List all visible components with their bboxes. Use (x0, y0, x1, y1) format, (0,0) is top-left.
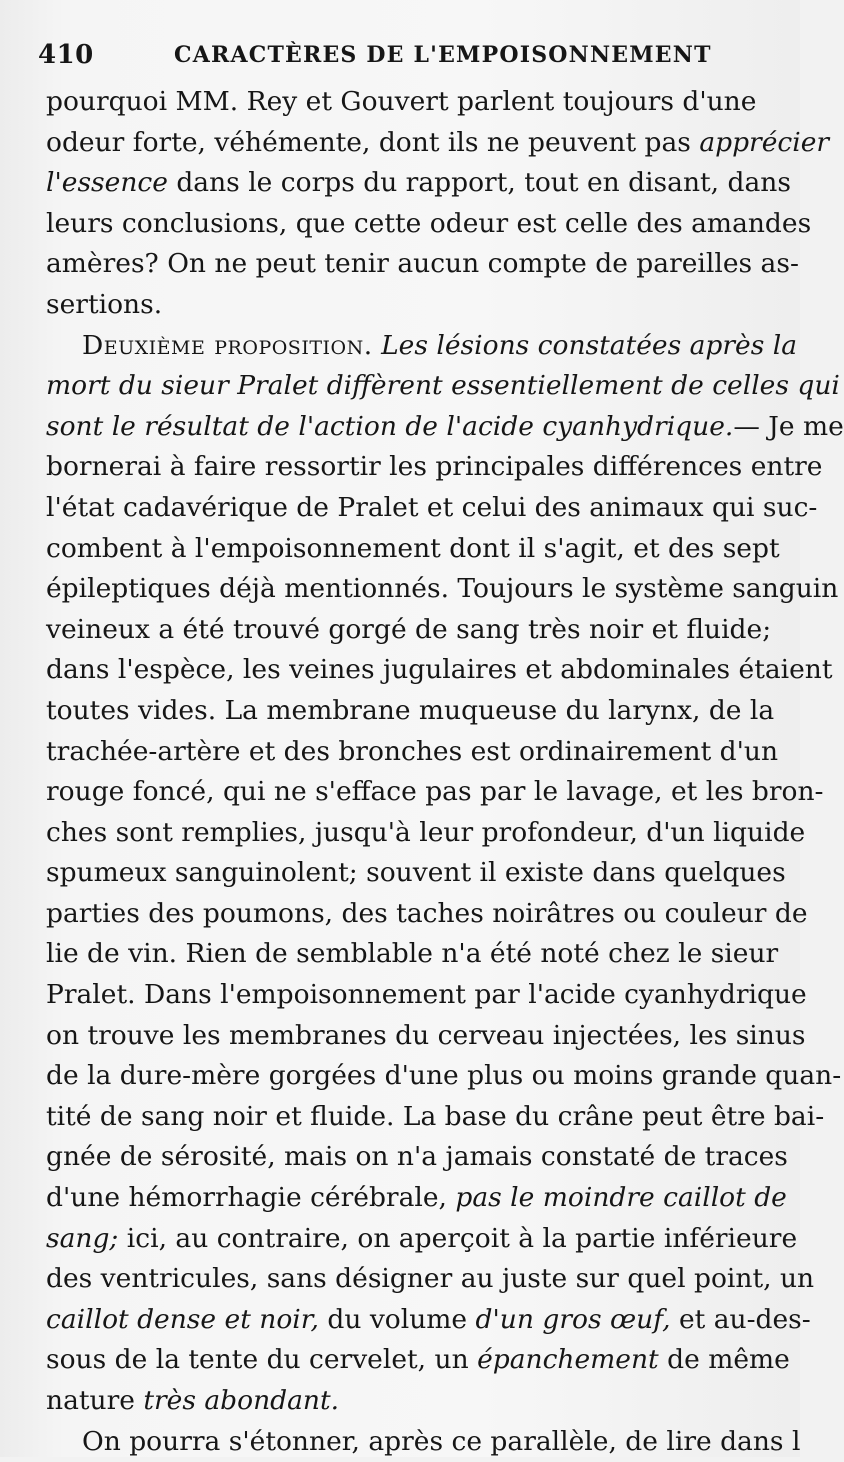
text-segment: des ventricules, sans désigner au juste sur quel point, un (46, 1263, 815, 1295)
page-number: 410 (38, 40, 94, 70)
text-line (46, 975, 807, 1016)
text-segment: bornerai à faire ressortir les principales différences entre (46, 451, 823, 483)
text-line (46, 772, 824, 813)
text-line (46, 488, 818, 529)
text-segment: et au-des- (670, 1303, 811, 1335)
text-line (46, 1422, 801, 1462)
italic-text: très abondant. (143, 1385, 340, 1416)
text-line (46, 1137, 788, 1178)
text-segment: gnée de sérosité, mais on n'a jamais constaté de traces (46, 1141, 788, 1173)
text-line (46, 1056, 842, 1097)
body-text (46, 82, 844, 1462)
text-segment: sous de la tente du cervelet, un (46, 1344, 478, 1376)
text-segment: veineux a été trouvé gorgé de sang très noir et fluide; (46, 613, 772, 645)
text-line (46, 366, 840, 407)
text-segment: rouge foncé, qui ne s'efface pas par le lavage, et les bron- (46, 776, 824, 808)
text-line (46, 407, 844, 448)
text-line (46, 610, 772, 651)
text-line (46, 1219, 798, 1260)
text-line (46, 123, 830, 164)
text-line (46, 1340, 790, 1381)
text-line (46, 1300, 811, 1341)
text-segment: trachée-artère et des bronches est ordinairement d'un (46, 735, 779, 767)
italic-text: pas le moindre caillot de (455, 1182, 787, 1214)
text-segment: lie de vin. Rien de semblable n'a été noté chez le sieur (46, 938, 779, 970)
italic-text: caillot dense et noir, (46, 1303, 319, 1335)
page-header (38, 40, 760, 76)
text-segment: combent à l'empoisonnement dont il s'agit, et des sept (46, 532, 780, 564)
text-line (46, 569, 839, 610)
text-line (46, 244, 799, 285)
text-segment: d'une hémorrhagie cérébrale, (46, 1182, 456, 1214)
text-segment: de la dure-mère gorgées d'une plus ou moins grande quan- (46, 1060, 842, 1092)
small-caps-heading: Deuxième proposition. (82, 329, 373, 361)
text-segment: ici, au contraire, on aperçoit à la partie inférieure (118, 1222, 798, 1254)
text-line (46, 691, 775, 732)
text-segment: — Je me (733, 410, 844, 442)
italic-text: Les lésions constatées après la (381, 329, 798, 361)
text-segment: pourquoi MM. Rey et Gouvert parlent toujours d'une (46, 86, 757, 117)
text-line (46, 853, 786, 894)
italic-text: sont le résultat de l'action de l'acide cyanhydrique. (46, 410, 734, 442)
text-line (46, 1259, 815, 1300)
text-line (46, 1381, 756, 1422)
text-segment: On pourra s'étonner, après ce parallèle, de lire dans l (82, 1425, 801, 1457)
text-line (46, 204, 812, 245)
text-line (46, 894, 808, 935)
text-line (46, 1016, 806, 1057)
text-line (46, 650, 833, 691)
text-line (46, 285, 756, 326)
text-segment: parties des poumons, des taches noirâtres ou couleur de (46, 897, 808, 929)
text-line (46, 529, 780, 570)
italic-text: l'essence (46, 167, 168, 199)
running-head: CARACTÈRES DE L'EMPOISONNEMENT (174, 42, 712, 68)
italic-text: apprécier (699, 126, 830, 158)
italic-text: d'un gros œuf, (475, 1303, 671, 1335)
text-segment: sertions. (46, 288, 163, 320)
italic-text: mort du sieur Pralet diffèrent essentiellement de celles qui (46, 370, 840, 402)
italic-text: épanchement (477, 1344, 659, 1376)
italic-text: sang; (46, 1222, 119, 1254)
text-line (46, 1097, 825, 1138)
text-segment: tité de sang noir et fluide. La base du crâne peut être bai- (46, 1100, 825, 1132)
text-segment: nature (46, 1385, 144, 1416)
text-segment: on trouve les membranes du cerveau injectées, les sinus (46, 1019, 806, 1051)
text-segment: dans le corps du rapport, tout en disant, dans (167, 167, 791, 199)
text-line (46, 447, 823, 488)
text-segment (373, 330, 381, 361)
text-segment: leurs conclusions, que cette odeur est celle des amandes (46, 207, 812, 239)
text-segment: toutes vides. La membrane muqueuse du larynx, de la (46, 694, 775, 726)
text-segment: l'état cadavérique de Pralet et celui des animaux qui suc- (46, 491, 818, 523)
text-line (46, 326, 798, 367)
text-segment: ches sont remplies, jusqu'à leur profondeur, d'un liquide (46, 816, 806, 848)
text-segment: dans l'espèce, les veines jugulaires et abdominales étaient (46, 654, 833, 686)
text-segment: amères? On ne peut tenir aucun compte de pareilles as- (46, 248, 799, 280)
text-segment: épileptiques déjà mentionnés. Toujours le système sanguin (46, 573, 839, 605)
text-line (46, 813, 806, 854)
text-line (46, 732, 779, 773)
text-segment: du volume (318, 1303, 476, 1335)
text-segment: spumeux sanguinolent; souvent il existe dans quelques (46, 857, 786, 889)
text-line (46, 82, 756, 123)
text-line (46, 1178, 787, 1219)
text-segment: Pralet. Dans l'empoisonnement par l'acide cyanhydrique (46, 979, 807, 1011)
text-segment: de même (658, 1344, 790, 1376)
text-segment: odeur forte, véhémente, dont ils ne peuvent pas (46, 126, 700, 158)
text-line (46, 163, 791, 204)
text-line (46, 934, 779, 975)
